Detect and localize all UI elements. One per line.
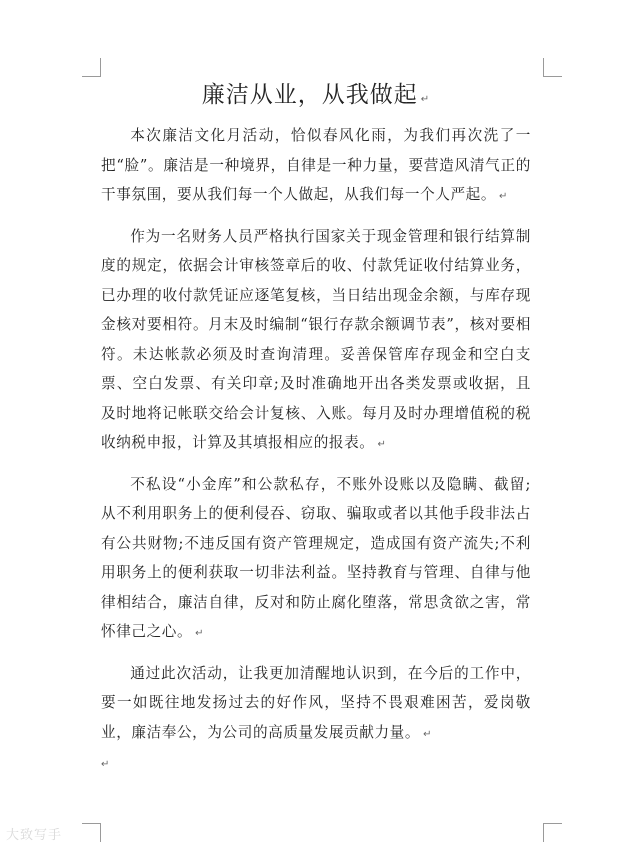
paragraph-mark-icon: ↵ <box>423 728 433 740</box>
paragraph-mark-icon: ↵ <box>499 191 509 202</box>
empty-paragraph <box>101 759 531 779</box>
paragraph-2 <box>101 222 531 460</box>
paragraph-1 <box>101 121 531 212</box>
paragraph-text: 作为一名财务人员严格执行国家关于现金管理和银行结算制度的规定，依据会计审核签章后的收、付款凭证收付结算业务，已办理的收付款凭证应逐笔复核，当日结出现金余额，与库存现金核对要相符。月末及时编制“银行存款余额调节表”，核对要相符。未达帐款必须及时查询清理。妥善保管库存现金和空白支票、空白发票、有关印章;及时准确地开出各类发票或收据，且及时地将记帐联交给会计复核、入账。每月及时办理增值税的税收纳税申报，计算及其填报相应的报表。 <box>101 227 531 451</box>
title-text: 廉洁从业，从我做起 <box>201 82 418 108</box>
paragraph-3 <box>101 470 531 649</box>
document-title <box>101 80 531 115</box>
paragraph-text: 不私设“小金库”和公款私存，不账外设账以及隐瞒、截留;从不利用职务上的便利侵吞、窃取、骗取或者以其他手段非法占有公共财物;不违反国有资产管理规定，造成国有资产流失;不利用职务上的便利获取一切非法利益。坚持教育与管理、自律与他律相结合，廉洁自律，反对和防止腐化堕落，常思贪欲之害，常怀律己之心。 <box>101 475 531 640</box>
paragraph-mark-icon: ↵ <box>195 628 205 639</box>
crop-mark-bottom-right <box>543 823 562 842</box>
watermark <box>6 824 62 843</box>
crop-mark-top-left <box>82 58 101 77</box>
paragraph-mark-icon: ↵ <box>420 94 431 105</box>
watermark-text: 大致写手 <box>6 828 63 843</box>
paragraph-4 <box>101 659 531 750</box>
paragraph-text: 通过此次活动，让我更加清醒地认识到，在今后的工作中，要一如既往地发扬过去的好作风，坚持不畏艰难困苦，爱岗敬业，廉洁奉公，为公司的高质量发展贡献力量。 <box>101 664 531 741</box>
paragraph-mark-icon: ↵ <box>377 439 387 450</box>
paragraph-text: 本次廉洁文化月活动，恰似春风化雨，为我们再次洗了一把“脸”。廉洁是一种境界，自律是一种力量，要营造风清气正的干事氛围，要从我们每一个人做起，从我们每一个人严起。 <box>101 127 531 203</box>
crop-mark-top-right <box>543 58 562 77</box>
document-body[interactable] <box>101 80 531 779</box>
crop-mark-bottom-left <box>82 823 101 842</box>
paragraph-mark-icon: ↵ <box>101 759 110 770</box>
